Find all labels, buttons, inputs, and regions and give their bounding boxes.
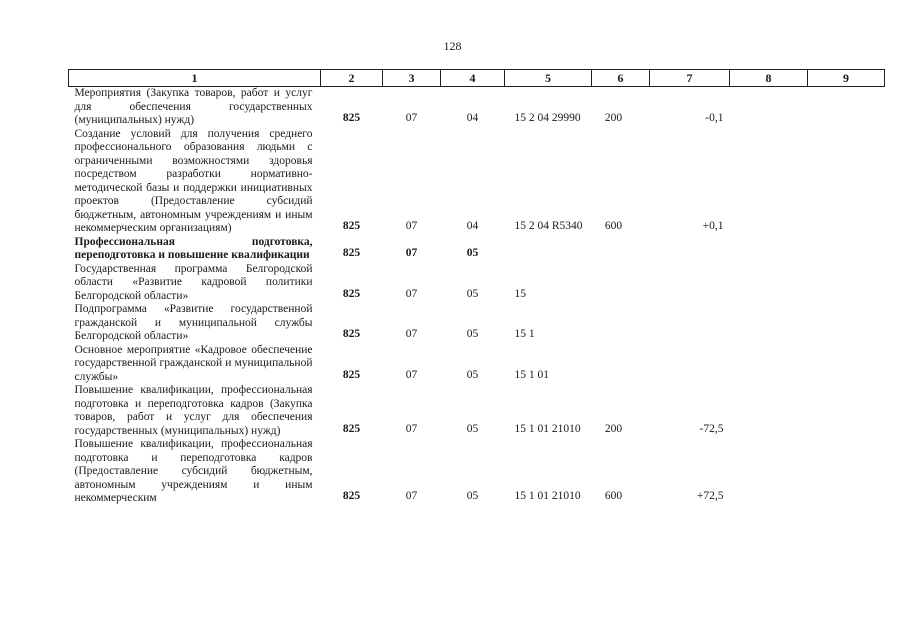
row-section-code: 07	[405, 368, 418, 381]
row-target-code	[505, 236, 592, 263]
row-ministry-code: 825	[342, 247, 361, 259]
row-name: Повышение квалификации, профессиональная подготовка и переподготовка кадров (Закупка товаров, работ и услуг для обеспечения государственных (муниципальных) нужд)	[74, 384, 313, 437]
row-name: Подпрограмма «Развитие государственной гражданской и муниципальной службы Белгородской области»	[74, 303, 313, 342]
row-name: Государственная программа Белгородской области «Развитие кадровой политики Белгородской области»	[74, 262, 313, 302]
row-section-code: 07	[405, 287, 418, 300]
table-row	[69, 303, 885, 344]
row-col-9	[808, 263, 885, 304]
row-subsection-code: 05	[466, 247, 479, 259]
row-name: Профессиональная подготовка, переподготовка и повышение квалификации	[74, 235, 313, 261]
row-expense-type	[592, 344, 650, 385]
row-amount	[650, 303, 730, 344]
table-body	[69, 87, 885, 506]
row-expense-type: 200	[604, 112, 623, 124]
row-amount: +72,5	[696, 490, 724, 502]
table-row	[69, 87, 885, 128]
row-target-code: 15 1	[514, 328, 535, 340]
row-target-code: 15 1 01 21010	[514, 422, 581, 435]
row-expense-type	[592, 263, 650, 304]
header-col-1: 1	[69, 70, 321, 87]
row-section-code: 07	[405, 328, 418, 340]
row-col-9	[808, 87, 885, 128]
table-row	[69, 384, 885, 438]
row-target-code: 15 1 01 21010	[514, 490, 581, 502]
row-section-code: 07	[405, 112, 418, 124]
row-section-code: 07	[405, 247, 418, 259]
row-col-9	[808, 438, 885, 506]
budget-table	[68, 69, 885, 506]
row-ministry-code: 825	[342, 368, 361, 381]
table-header	[69, 70, 885, 87]
row-col-9	[808, 384, 885, 438]
row-subsection-code: 05	[466, 328, 479, 340]
row-col-8	[730, 344, 808, 385]
row-expense-type: 600	[604, 220, 623, 232]
row-ministry-code: 825	[342, 328, 361, 340]
table-row	[69, 128, 885, 236]
row-amount: -72,5	[699, 422, 724, 435]
row-target-code: 15	[514, 287, 526, 300]
row-target-code: 15 2 04 29990	[514, 112, 581, 124]
table-row	[69, 344, 885, 385]
row-ministry-code: 825	[342, 220, 361, 232]
row-amount: +0,1	[702, 220, 724, 232]
row-section-code: 07	[405, 490, 418, 502]
header-col-2: 2	[321, 70, 383, 87]
row-expense-type	[592, 303, 650, 344]
row-col-9	[808, 344, 885, 385]
row-subsection-code: 05	[466, 490, 479, 502]
table-row	[69, 263, 885, 304]
header-col-9: 9	[808, 70, 885, 87]
row-expense-type	[592, 236, 650, 263]
row-expense-type: 200	[604, 422, 623, 435]
row-ministry-code: 825	[342, 422, 361, 435]
header-col-3: 3	[383, 70, 441, 87]
row-ministry-code: 825	[342, 490, 361, 502]
row-amount	[650, 344, 730, 385]
row-subsection-code: 05	[466, 287, 479, 300]
row-section-code: 07	[405, 422, 418, 435]
row-section-code: 07	[405, 220, 418, 232]
row-subsection-code: 05	[466, 368, 479, 381]
row-target-code: 15 1 01	[514, 368, 549, 381]
row-amount	[650, 263, 730, 304]
row-amount: -0,1	[705, 112, 724, 124]
page-number: 128	[443, 39, 462, 53]
row-target-code: 15 2 04 R5340	[514, 220, 583, 232]
row-col-9	[808, 303, 885, 344]
row-col-8	[730, 128, 808, 236]
table-row	[69, 236, 885, 263]
row-col-8	[730, 236, 808, 263]
row-col-8	[730, 384, 808, 438]
row-col-9	[808, 128, 885, 236]
row-col-8	[730, 303, 808, 344]
header-col-4: 4	[441, 70, 505, 87]
row-expense-type: 600	[604, 490, 623, 502]
row-name: Основное мероприятие «Кадровое обеспечение государственной гражданской и муниципальной службы»	[74, 343, 313, 383]
row-ministry-code: 825	[342, 112, 361, 124]
row-name: Мероприятия (Закупка товаров, работ и услуг для обеспечения государственных (муниципальных) нужд)	[74, 87, 313, 126]
table-row	[69, 438, 885, 506]
row-subsection-code: 04	[466, 112, 479, 124]
row-col-9	[808, 236, 885, 263]
row-col-8	[730, 263, 808, 304]
header-col-7: 7	[650, 70, 730, 87]
row-name: Создание условий для получения среднего профессионального образования людьми с ограниченными возможностями здоровья посредством разработки нормативно-методической базы и поддержки инициативных проектов (Предоставление субсидий бюджетным, автономным учреждениям и иным некоммерческим организациям)	[74, 127, 313, 234]
row-subsection-code: 05	[466, 422, 479, 435]
header-col-6: 6	[592, 70, 650, 87]
row-name: Повышение квалификации, профессиональная подготовка и переподготовка кадров (Предоставление субсидий бюджетным, автономным учреждениям и иным некоммерческим	[74, 438, 313, 504]
row-col-8	[730, 438, 808, 506]
row-ministry-code: 825	[342, 287, 361, 300]
row-amount	[650, 236, 730, 263]
row-col-8	[730, 87, 808, 128]
header-col-8: 8	[730, 70, 808, 87]
row-subsection-code: 04	[466, 220, 479, 232]
header-col-5: 5	[505, 70, 592, 87]
